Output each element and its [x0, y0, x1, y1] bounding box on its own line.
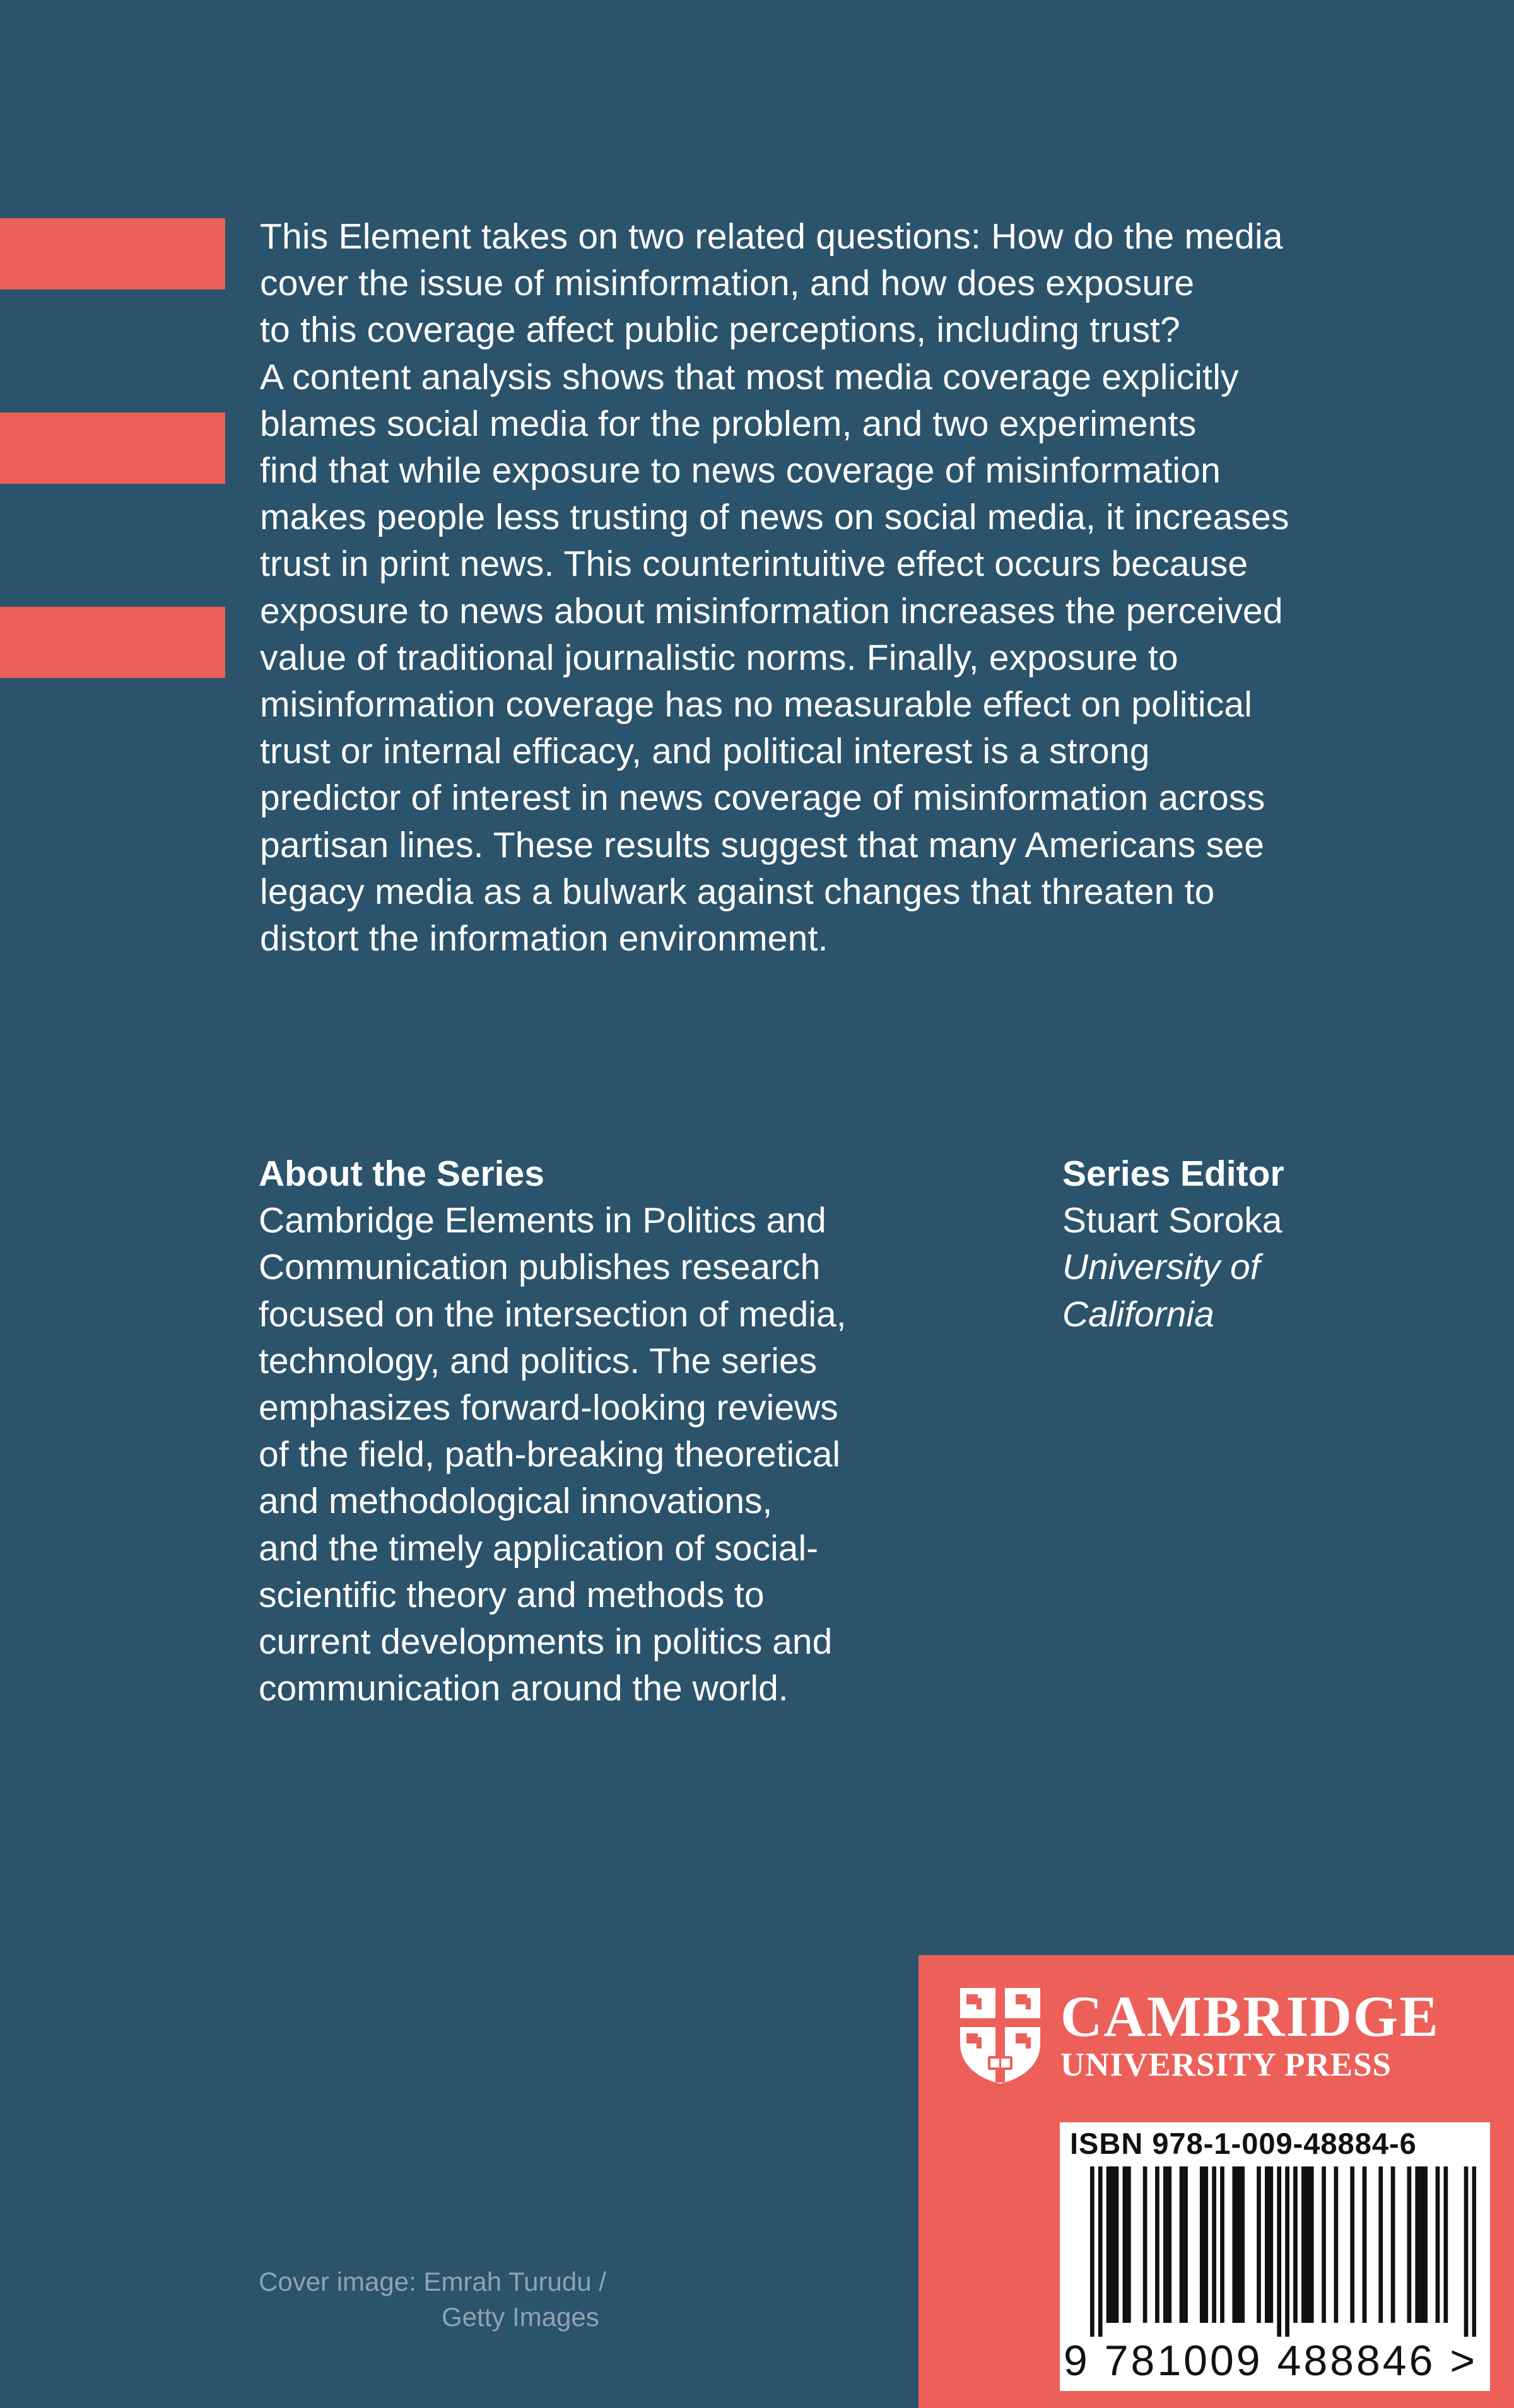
barcode-bar [1115, 2166, 1119, 2323]
barcode-bar [1236, 2166, 1241, 2323]
publisher-logo [958, 1979, 1475, 2093]
series-editor-affiliation: University of California [1062, 1247, 1260, 1335]
barcode-bar [1090, 2166, 1094, 2337]
barcode-bar [1200, 2166, 1204, 2323]
abstract-text: This Element takes on two related questions: How do the media cover the issue of misinformation, and how does exposure to this coverage affect public perceptions, including trust? A content analysis shows that most media coverage explicitly blames social media for the problem, and two experiments find that while exposure to news coverage of misinformation makes people less trusting of news on social media, it increases trust in print news. This counterintuitive effect occurs because exposure to news about misinformation increases the perceived value of traditional journalistic norms. Finally, exposure to misinformation coverage has no measurable effect on political trust or internal efficacy, and political interest is a strong predictor of interest in news coverage of misinformation across partisan lines. These results suggest that many Americans see legacy media as a bulwark against changes that threaten to distort the information environment. [260, 216, 1289, 959]
barcode-bar [1436, 2166, 1440, 2323]
barcode-bar [1167, 2166, 1171, 2323]
barcode-bar [1407, 2166, 1411, 2323]
barcode-bar [1334, 2166, 1339, 2323]
barcode-bar [1180, 2166, 1184, 2323]
accent-stripe [0, 412, 225, 484]
barcode-bar [1183, 2166, 1188, 2323]
barcode-bar [1110, 2166, 1115, 2323]
series-editor-name: Stuart Soroka [1062, 1200, 1282, 1241]
barcode-bar [1204, 2166, 1208, 2323]
barcode-bar [1265, 2166, 1269, 2323]
barcode-bar [1293, 2166, 1298, 2323]
series-editor-heading: Series Editor [1062, 1154, 1284, 1194]
cambridge-crest-icon [958, 1985, 1043, 2086]
cover-credit [259, 2264, 606, 2335]
barcode-bar [1163, 2166, 1168, 2323]
barcode-bar [1155, 2166, 1159, 2323]
accent-stripe [0, 218, 225, 289]
barcode-bar [1423, 2166, 1428, 2323]
about-series-heading: About the Series [259, 1154, 544, 1194]
barcode-bar [1232, 2166, 1236, 2323]
about-series-body: Cambridge Elements in Politics and Communication publishes research focused on the intersection of media, technology, and politics. The series emphasizes forward-looking reviews of the field, path-breaking theoretical and methodological innovations, and the timely application of social- scientific theory and methods to current developments in politics and communication around the world. [259, 1200, 847, 1709]
barcode-bar [1419, 2166, 1424, 2323]
barcode-bar [1106, 2166, 1111, 2323]
barcode-bar [1363, 2166, 1367, 2323]
publisher-panel [918, 1955, 1514, 2408]
barcode-bar [1472, 2166, 1476, 2337]
publisher-name-line1: CAMBRIDGE [1060, 1984, 1440, 2049]
series-editor-section [1062, 1150, 1441, 1338]
barcode-bar [1212, 2166, 1216, 2323]
barcode-bar [1443, 2166, 1448, 2323]
isbn-label: ISBN 978-1-009-48884-6 [1070, 2127, 1417, 2160]
barcode-bar [1305, 2166, 1310, 2323]
barcode-bar [1098, 2166, 1103, 2337]
publisher-name [1060, 1984, 1440, 2084]
barcode-bar [1464, 2166, 1469, 2337]
publisher-name-line2: UNIVERSITY PRESS [1060, 2047, 1392, 2083]
barcode-bar [1322, 2166, 1326, 2323]
cover-credit-line: Cover image: Emrah Turudu / [259, 2267, 606, 2296]
barcode-bar [1220, 2166, 1224, 2323]
barcode-bar [1143, 2166, 1147, 2323]
barcode-bar [1240, 2166, 1245, 2323]
barcode [1090, 2166, 1476, 2337]
isbn-barcode-box [1060, 2122, 1490, 2391]
barcode-bar [1123, 2166, 1127, 2323]
accent-stripe [0, 607, 225, 678]
barcode-bar [1391, 2166, 1395, 2323]
barcode-bar [1301, 2166, 1306, 2323]
barcode-bar [1285, 2166, 1289, 2337]
about-series-section [259, 1150, 971, 1712]
barcode-bar [1310, 2166, 1314, 2323]
barcode-bar [1257, 2166, 1261, 2323]
barcode-bar [1127, 2166, 1131, 2323]
barcode-digits: 9 781009 488846 > [1064, 2337, 1478, 2385]
barcode-bar [1350, 2166, 1354, 2323]
barcode-bar [1415, 2166, 1419, 2323]
barcode-bar [1277, 2166, 1281, 2337]
barcode-bar [1378, 2166, 1383, 2323]
cover-credit-line: Getty Images [442, 2302, 599, 2332]
barcode-bar [1269, 2166, 1273, 2323]
